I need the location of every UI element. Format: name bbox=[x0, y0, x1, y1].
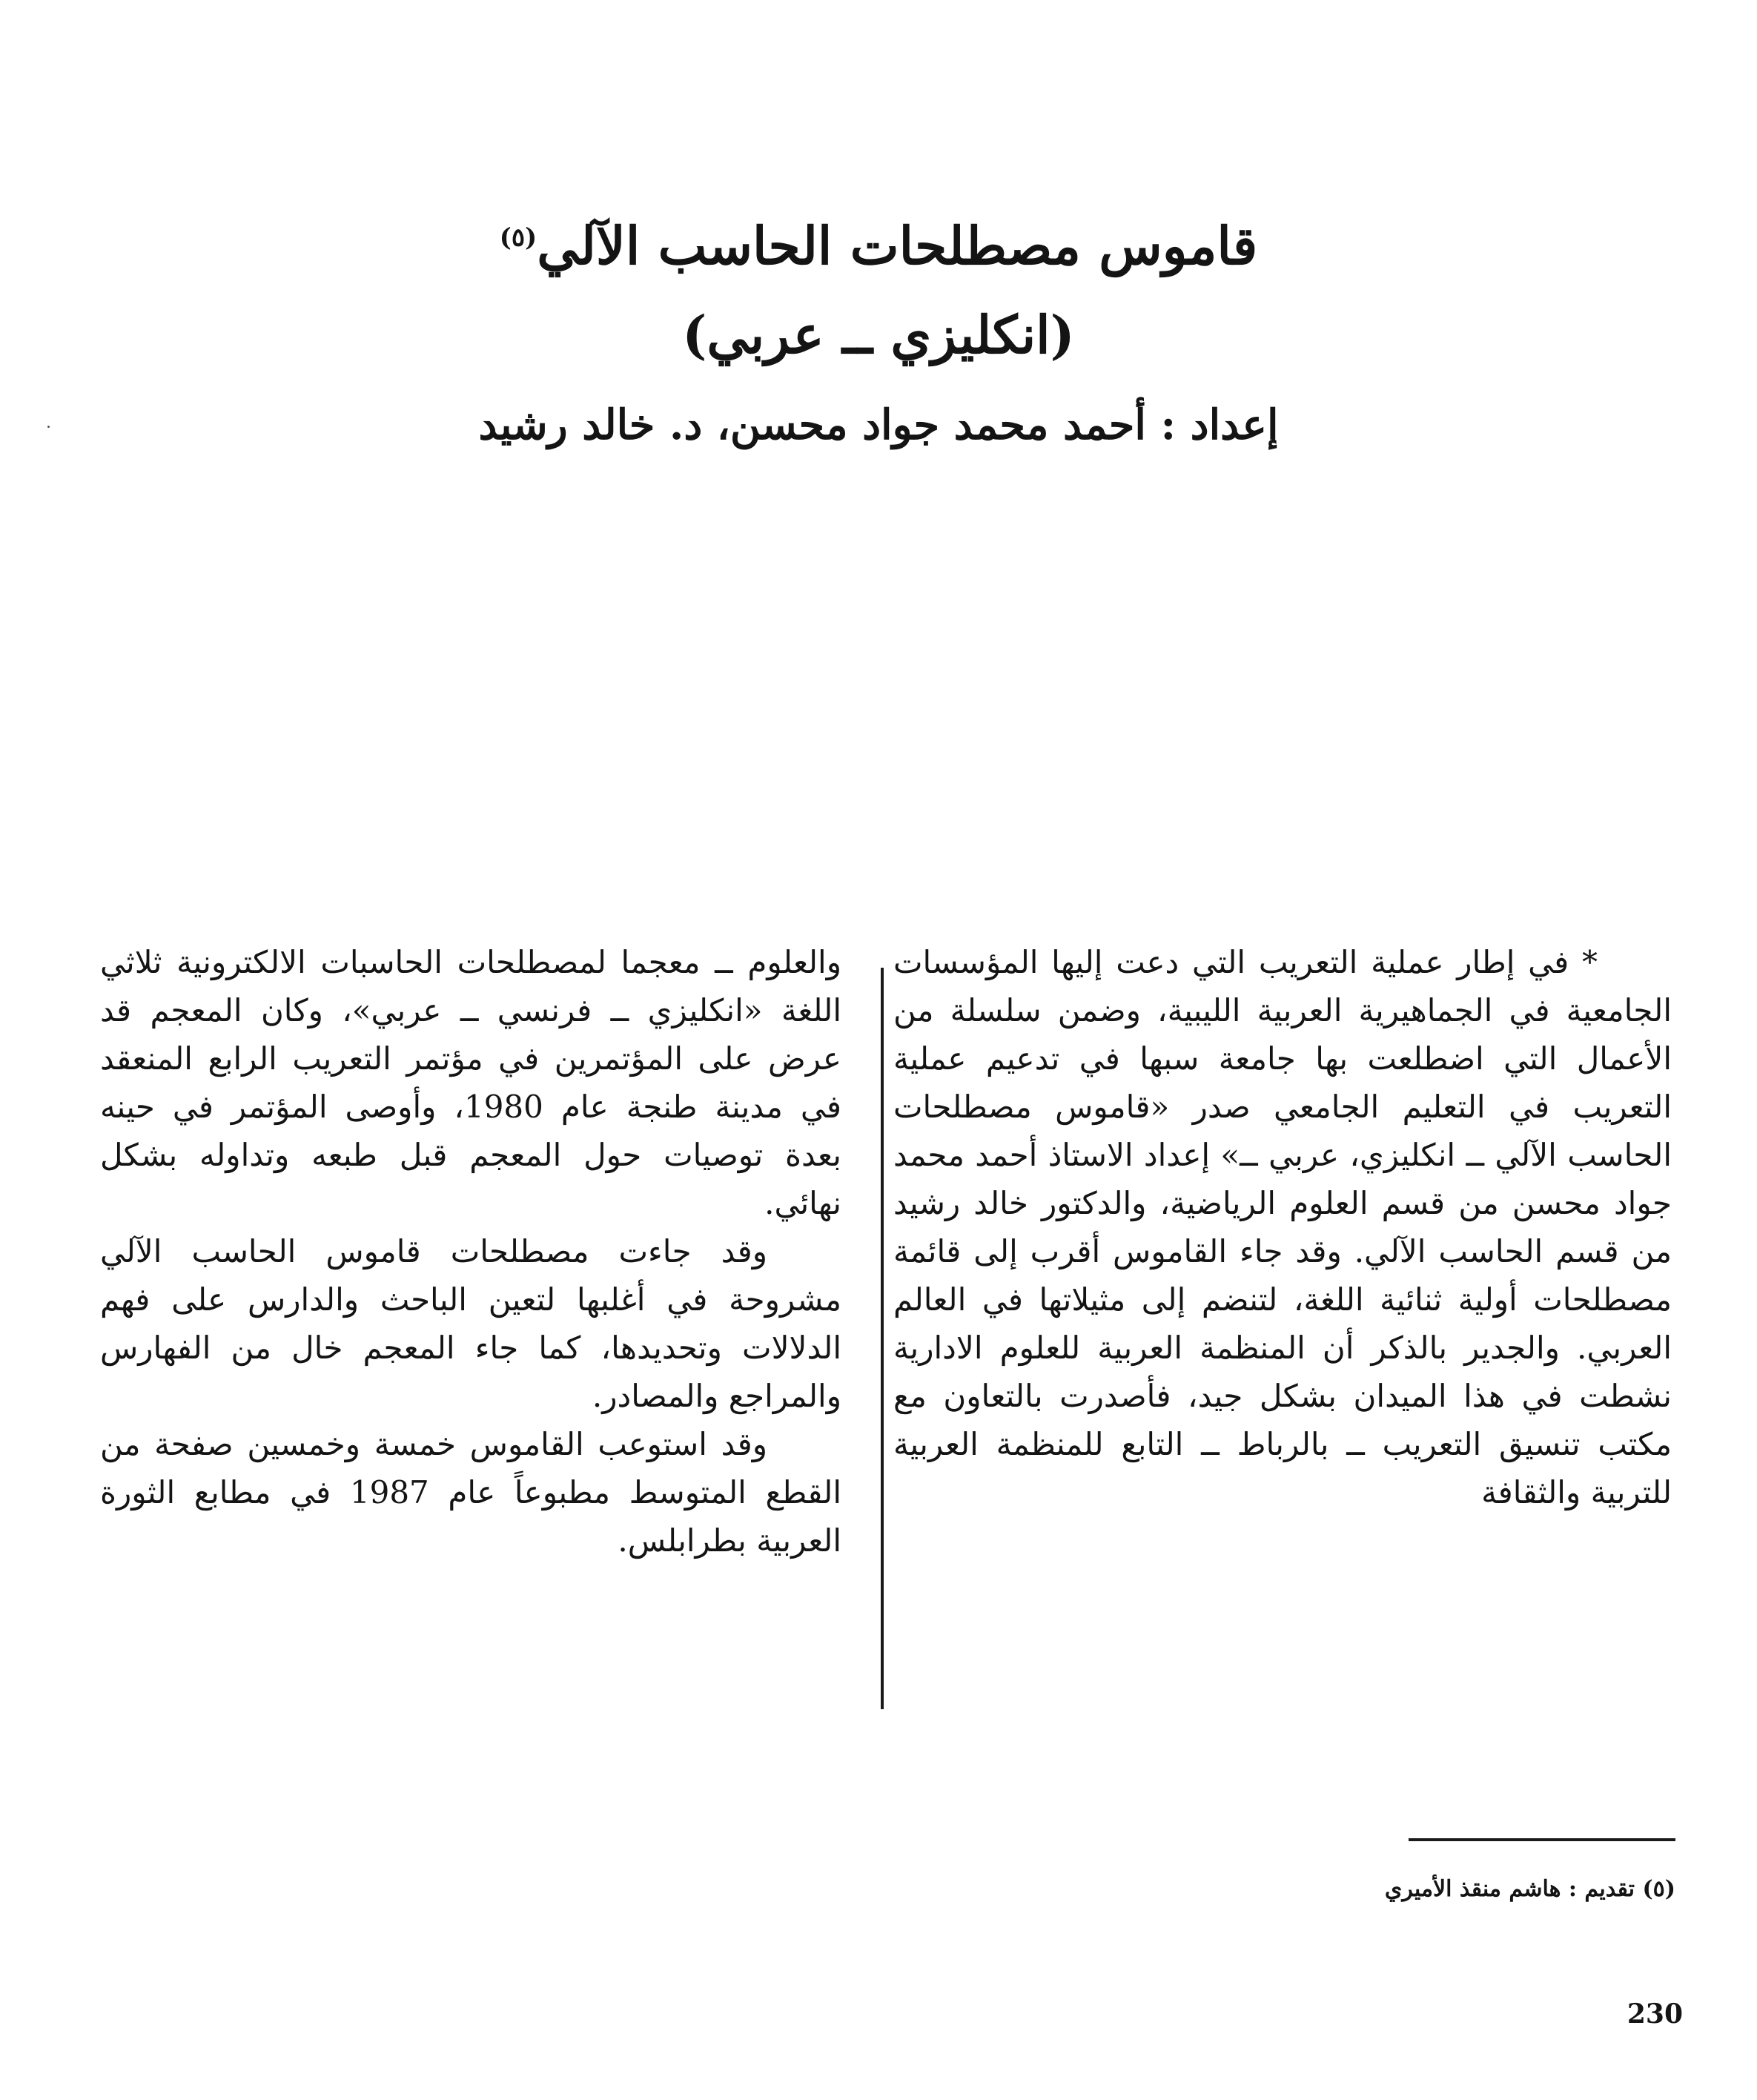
page-number: 230 bbox=[1627, 1998, 1683, 2030]
title-footnote-mark: (٥) bbox=[499, 222, 537, 253]
left-column-paragraph-1: والعلوم ــ معجما لمصطلحات الحاسبات الالكترونية ثلاثي اللغة «انكليزي ــ فرنسي ــ عربي»، وكان المعجم قد عرض على المؤتمرين في مؤتمر التعريب الرابع المنعقد في مدينة طنجة عام 1980، وأوصى المؤتمر في حينه بعدة توصيات حول المعجم قبل طبعه وتداوله بشكل نهائي. bbox=[100, 944, 841, 1221]
title-text: قاموس مصطلحات الحاسب الآلي bbox=[537, 215, 1258, 277]
left-column-paragraph-2: وقد جاءت مصطلحات قاموس الحاسب الآلي مشروحة في أغلبها لتعين الباحث والدارس على فهم الدلالات وتحديدها، كما جاء المعجم خال من الفهارس والمراجع والمصادر. bbox=[100, 1233, 841, 1414]
right-column-paragraph: * في إطار عملية التعريب التي دعت إليها المؤسسات الجامعية في الجماهيرية العربية الليبية، وضمن سلسلة من الأعمال التي اضطلعت بها جامعة سبها في تدعيم عملية التعريب في التعليم الجامعي صدر «قاموس مصطلحات الحاسب الآلي ــ انكليزي، عربي ــ» إعداد الاستاذ أحمد محمد جواد محسن من قسم العلوم الرياضية، والدكتور خالد رشيد من قسم الحاسب الآلي. وقد جاء القاموس أقرب إلى قائمة مصطلحات أولية ثنائية اللغة، لتنضم إلى مثيلاتها في العالم العربي. والجدير بالذكر أن المنظمة العربية للعلوم الادارية نشطت في هذا الميدان بشكل جيد، فأصدرت بالتعاون مع مكتب تنسيق التعريب ــ بالرباط ــ التابع للمنظمة العربية للتربية والثقافة bbox=[893, 944, 1672, 1510]
left-column-paragraph-3: وقد استوعب القاموس خمسة وخمسين صفحة من القطع المتوسط مطبوعاً عام 1987 في مطابع الثورة العربية بطرابلس. bbox=[100, 1426, 841, 1559]
footnote: (٥) تقديم : هاشم منقذ الأميري bbox=[1384, 1876, 1675, 1902]
article-title bbox=[0, 215, 1757, 277]
right-column bbox=[893, 938, 1672, 1516]
article-subtitle: (انكليزي ــ عربي) bbox=[682, 304, 1075, 366]
column-divider bbox=[881, 968, 884, 1709]
article-authors: إعداد : أحمد محمد جواد محسن، د. خالد رشيد bbox=[478, 400, 1279, 449]
footnote-rule bbox=[1409, 1838, 1675, 1841]
left-column bbox=[100, 938, 841, 1565]
